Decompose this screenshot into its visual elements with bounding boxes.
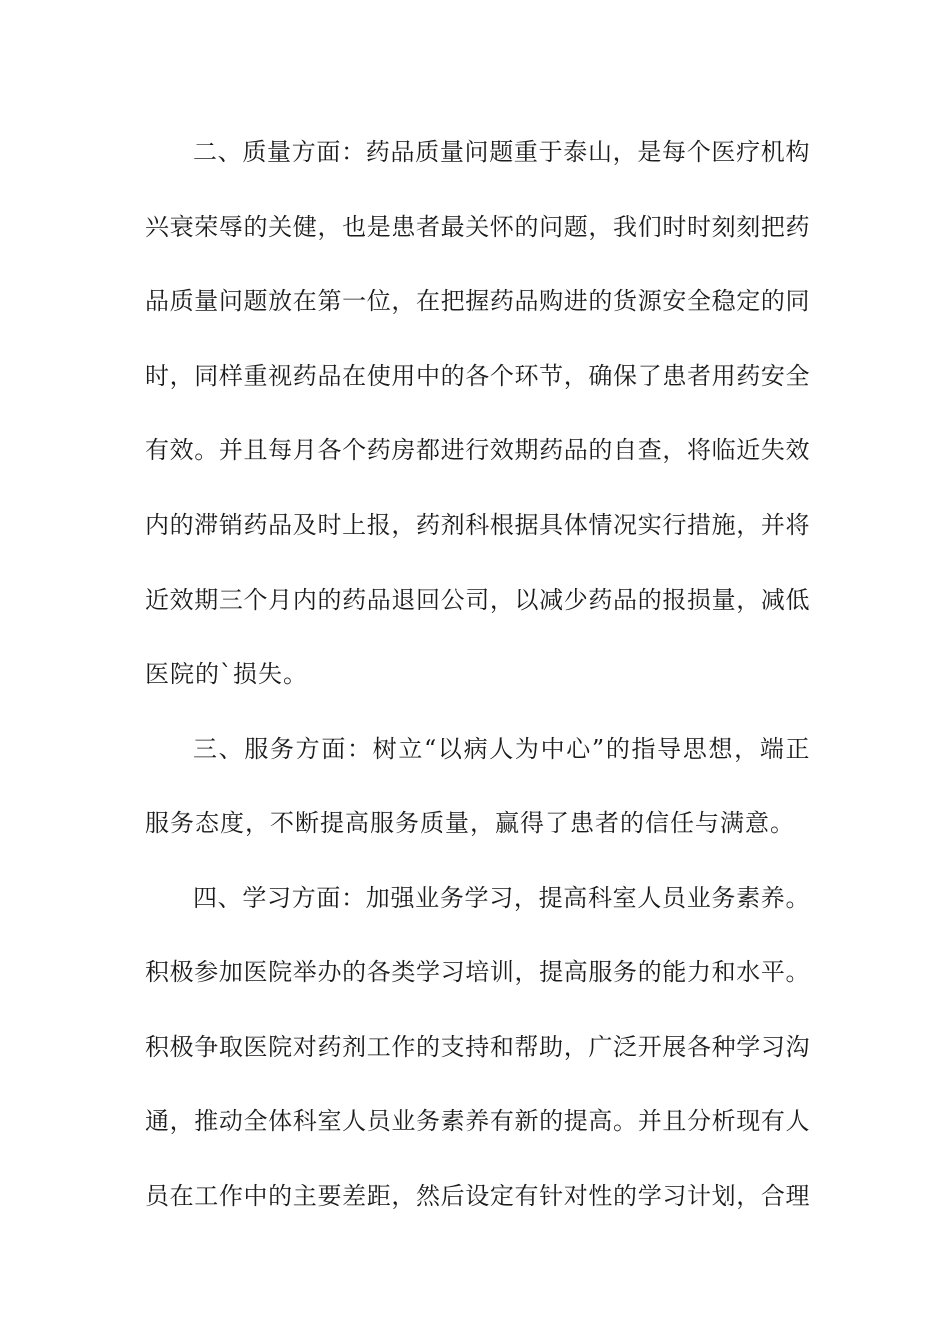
paragraph-study-line-5: 员在工作中的主要差距，然后设定有针对性的学习计划，合理 [145,1182,810,1210]
paragraph-quality-line-5: 有效。并且每月各个药房都进行效期药品的自查，将临近失效 [145,436,810,464]
paragraph-quality-line-3: 品质量问题放在第一位，在把握药品购进的货源安全稳定的同 [145,287,810,315]
paragraph-quality-line-1: 二、质量方面：药品质量问题重于泰山，是每个医疗机构 [193,138,810,166]
paragraph-quality-line-2: 兴衰荣辱的关健，也是患者最关怀的问题，我们时时刻刻把药 [145,213,810,241]
paragraph-study-line-3: 积极争取医院对药剂工作的支持和帮助，广泛开展各种学习沟 [145,1033,810,1061]
paragraph-service-line-2: 服务态度，不断提高服务质量，赢得了患者的信任与满意。 [145,809,795,837]
paragraph-quality-line-8: 医院的`损失。 [145,660,308,688]
paragraph-quality-line-7: 近效期三个月内的药品退回公司，以减少药品的报损量，减低 [145,586,810,614]
paragraph-study-line-2: 积极参加医院举办的各类学习培训，提高服务的能力和水平。 [145,958,810,986]
paragraph-quality-line-4: 时，同样重视药品在使用中的各个环节，确保了患者用药安全 [145,362,810,390]
paragraph-quality-line-6: 内的滞销药品及时上报，药剂科根据具体情况实行措施，并将 [145,511,810,539]
paragraph-service-line-1: 三、服务方面：树立“以病人为中心”的指导思想，端正 [193,735,810,763]
paragraph-study-line-1: 四、学习方面：加强业务学习，提高科室人员业务素养。 [193,884,810,912]
paragraph-study-line-4: 通，推动全体科室人员业务素养有新的提高。并且分析现有人 [145,1107,810,1135]
